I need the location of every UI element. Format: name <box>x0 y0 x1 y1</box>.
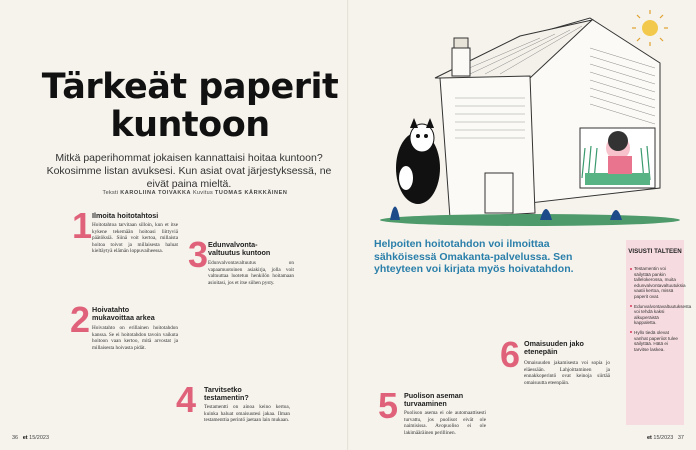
headline-line-1: Tärkeät paperit <box>41 67 339 107</box>
item-number-1: 1 <box>72 205 93 246</box>
page-number: 37 <box>677 435 684 441</box>
item-number-5: 5 <box>378 385 399 426</box>
page-number-right <box>647 435 684 441</box>
right-subheading: Helpoiten hoitotahdon voi ilmoittaa sähköisessä Omakanta-palvelussa. Sen yhteyteen voi kirjata myös hoivatahdon. <box>374 238 574 275</box>
item-body-1: Hoitotahtoa tarvitaan silloin, kun et itse kykene tekemään hoitoasi liittyviä päätöksiä. Siinä voit kertoa, millaista hoitoa toivot ja millaisesta haluat kieltäytyä elämän loppuvaiheessa. <box>92 222 178 255</box>
headline-line-2: kuntoon <box>110 105 270 145</box>
issue-number: 15/2023 <box>29 435 50 441</box>
item-number-4: 4 <box>176 379 197 420</box>
page-number: 36 <box>12 435 19 441</box>
credit-illustration-label: Kuvitus <box>192 190 214 196</box>
sidebar-bullet: Edunvalvontavaltuutuksesta voi tehdä kaksi alkuperäistä kappaletta. <box>630 304 682 326</box>
magazine-name: et <box>22 435 28 441</box>
sidebar-list <box>630 266 692 356</box>
item-body-2: Hoivatahto on erillainen hoitotahdon kanssa. Se ei hoitotahdon tavoin vaikuta hoitoon vaan kertoo, mitä arvostat ja millaisesta hoivasta pidät. <box>92 325 178 351</box>
sidebar-bullet: Hyllo tiedä olevat vanhat paperiiot tulee säilyttää. Hätä ei tarvitse laskea. <box>630 330 682 352</box>
credit-text-label: Teksti <box>102 190 119 196</box>
magazine-name: et <box>646 435 652 441</box>
item-body-6: Omaisuuden jakamisesta voi sopia jo eläessään. Lahjoittaminen ja ennakkoperintö ovat keinoja siirtää omaisuutta eteenpäin. <box>524 360 610 386</box>
item-title-3: Edunvalvonta-valtuutus kuntoon <box>208 240 271 257</box>
credits <box>60 190 330 196</box>
grass <box>380 214 680 226</box>
headline <box>40 68 340 144</box>
sidebar-bullet: Testamentin voi säilyttää pankin tallelokerossa, muita edunvalvontavaltuutuksia vaatii kertoa, missä paperit ovat. <box>630 266 682 300</box>
page-number-left <box>12 435 49 441</box>
item-title-2: Hoivatahto mukavoittaa arkea <box>92 305 155 322</box>
item-title-4: Tarvitsetko testamentin? <box>204 385 249 402</box>
credit-illustrator: TUOMAS KÄRKKÄINEN <box>214 190 288 196</box>
item-title-5: Puolison aseman turvaaminen <box>404 391 464 408</box>
item-number-3: 3 <box>188 234 209 275</box>
item-body-3: Edunvalvontavaltuutus on vapaamuotoinen asiakirja, jolla voit valtuuttaa luotetun henkilön hoitamaan asioitasi, jos et itse siihen pysty. <box>208 260 294 286</box>
item-number-6: 6 <box>500 334 521 375</box>
issue-number: 15/2023 <box>653 435 674 441</box>
spine <box>347 0 349 450</box>
credit-author: KAROLIINA TOIVAKKA <box>120 190 192 196</box>
sidebar-title: VISUSTI TALTEEN <box>628 248 682 255</box>
house-illustration <box>360 8 690 233</box>
item-title-1: Ilmoita hoitotahtosi <box>92 211 159 220</box>
item-number-2: 2 <box>70 299 91 340</box>
item-title-6: Omaisuuden jako etenepäin <box>524 339 584 356</box>
sidebar-box <box>626 240 692 425</box>
sun-icon <box>642 20 658 36</box>
lead-paragraph: Mitkä paperihommat jokaisen kannattaisi hoitaa kuntoon? Kokosimme listan avuksesi. Kun asiat ovat järjestyksessä, ne eivät paina mieltä. <box>46 152 332 190</box>
item-body-4: Testamentti on ainoa keino kertoa, kuinka haluat omaisuutesi jakaa. Ilman testamenttia perintö jaetaan lain mukaan. <box>204 404 290 424</box>
cat-illustration <box>396 118 440 204</box>
item-body-5: Puolison asema ei ole automaattisesti turvattu, jos puolisot eivät ole naimisissa. Avopuoliso ei ole lakimääräinen perillinen. <box>404 410 486 436</box>
